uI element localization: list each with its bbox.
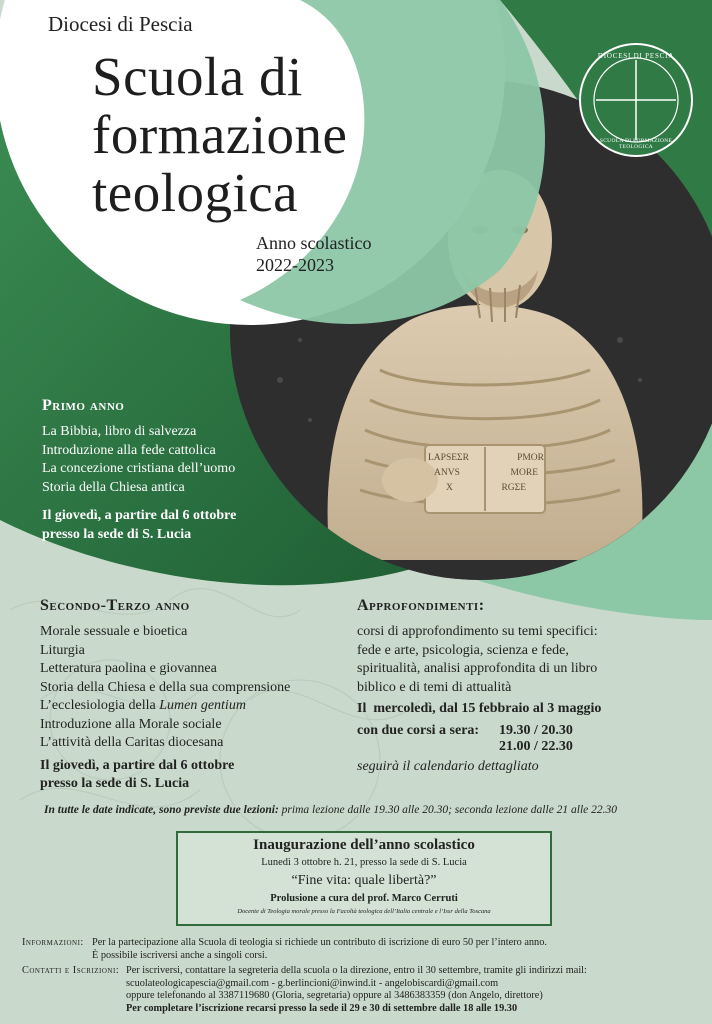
contacts-emails: scuolateologicapescia@gmail.com - g.berlincioni@inwind.it - angelobiscardi@gmail.com	[126, 977, 499, 989]
course-item: La Bibbia, libro di salvezza	[42, 424, 197, 439]
inauguration-prolusion: Prolusione a cura del prof. Marco Cerruti	[270, 893, 458, 904]
contacts-section	[22, 965, 712, 1015]
seal-text-top: DIOCESI DI PESCIA	[597, 52, 675, 60]
tablet-text: RGΣE	[501, 483, 526, 493]
course-item: Morale sessuale e bioetica	[40, 624, 188, 639]
approf-desc-line: corsi di approfondimento su temi specifici:	[357, 624, 598, 639]
secondo-terzo-section	[40, 597, 360, 794]
lessons-note-bold: In tutte le date indicate, sono previste due lezioni:	[44, 804, 279, 816]
approf-when: Il mercoledì, dal 15 febbraio al 3 maggio	[357, 701, 602, 716]
lessons-note-rest: prima lezione dalle 19.30 alle 20.30; seconda lezione dalle 21 alle 22.30	[278, 804, 618, 816]
secondo-terzo-heading: Secondo-Terzo anno	[40, 597, 190, 614]
approf-slot-2: 21.00 / 22.30	[499, 739, 573, 754]
diocese-label: Diocesi di Pescia	[48, 12, 193, 36]
primo-when: Il giovedì, a partire dal 6 ottobre	[42, 508, 237, 523]
inauguration-title: Inaugurazione dell’anno scolastico	[253, 837, 475, 853]
contacts-enrol: Per completare l’iscrizione recarsi presso la sede il 29 e 30 di settembre dalle 18 alle 19.30	[126, 1002, 518, 1014]
course-item: La concezione cristiana dell’uomo	[42, 461, 236, 476]
primo-anno-heading: Primo anno	[42, 397, 125, 414]
tablet-text: X	[446, 483, 453, 493]
page-title	[92, 48, 347, 222]
secondo-when: Il giovedì, a partire dal 6 ottobre	[40, 757, 235, 773]
contacts-phones: oppure telefonando al 3387119680 (Gloria, segretaria) oppure al 3486383359 (don Angelo, direttore)	[126, 990, 543, 1001]
lessons-note	[44, 804, 617, 816]
course-item: L’attività della Caritas diocesana	[40, 735, 224, 750]
course-item: Storia della Chiesa e della sua comprensione	[40, 679, 291, 695]
course-item: Storia della Chiesa antica	[42, 479, 185, 495]
course-text-italic: Lumen gentium	[159, 698, 246, 713]
info-section	[22, 936, 547, 962]
inauguration-box	[178, 836, 550, 918]
tablet-text: PMOR	[517, 453, 544, 463]
school-year-label: Anno scolastico	[256, 233, 372, 253]
approf-desc-line: fede e arte, psicologia, scienza e fede,	[357, 642, 569, 658]
seal-logo	[582, 46, 690, 154]
tablet-text: ANVS	[434, 468, 460, 478]
course-item: Introduzione alla Morale sociale	[40, 716, 222, 732]
approfondimenti-section	[357, 597, 697, 775]
title-line-3: teologica	[92, 162, 299, 223]
tablet-text: MORE	[510, 468, 538, 478]
info-line: Per la partecipazione alla Scuola di teologia si richiede un contributo di iscrizione di euro 50 per l’intero anno.	[92, 937, 547, 948]
inauguration-topic: “Fine vita: quale libertà?”	[291, 873, 437, 888]
title-line-1: Scuola di	[92, 46, 303, 107]
approf-calendar: seguirà il calendario dettagliato	[357, 759, 539, 774]
contacts-label: Contatti e Iscrizioni:	[22, 965, 120, 976]
title-line-2: formazione	[92, 104, 348, 165]
info-label: Informazioni:	[22, 937, 84, 948]
course-item	[40, 697, 360, 716]
course-item: Letteratura paolina e giovannea	[40, 661, 217, 676]
course-text: L’ecclesiologia della	[40, 698, 160, 713]
approf-desc-line: spiritualità, analisi approfondita di un libro	[357, 661, 598, 676]
statue-tablet-inscription	[428, 451, 544, 496]
primo-anno-section	[42, 397, 322, 544]
course-item: Liturgia	[40, 642, 85, 658]
school-year	[256, 232, 371, 276]
approf-desc-line: biblico e di temi di attualità	[357, 679, 512, 695]
contacts-line: Per iscriversi, contattare la segreteria della scuola o la direzione, entro il 30 settembre, tramite gli indirizzi mail:	[126, 965, 587, 976]
approf-slot-1: 19.30 / 20.30	[499, 723, 573, 738]
school-year-value: 2022-2023	[256, 255, 334, 275]
seal-text-bottom: SCUOLA DI FORMAZIONE TEOLOGICA	[599, 138, 673, 150]
inauguration-role: Docente di Teologia morale presso la Facoltà teologica dell’Italia centrale e l’Issr della Toscana	[237, 908, 491, 915]
primo-where: presso la sede di S. Lucia	[42, 526, 192, 542]
inauguration-date: Lunedì 3 ottobre h. 21, presso la sede di S. Lucia	[261, 857, 467, 868]
course-item: Introduzione alla fede cattolica	[42, 442, 216, 458]
tablet-text: LAPSEΣR	[428, 453, 469, 463]
approf-two-courses: con due corsi a sera:	[357, 723, 480, 738]
info-line: È possibile iscriversi anche a singoli corsi.	[92, 950, 268, 961]
approfondimenti-heading: Approfondimenti:	[357, 597, 485, 614]
secondo-where: presso la sede di S. Lucia	[40, 776, 190, 791]
